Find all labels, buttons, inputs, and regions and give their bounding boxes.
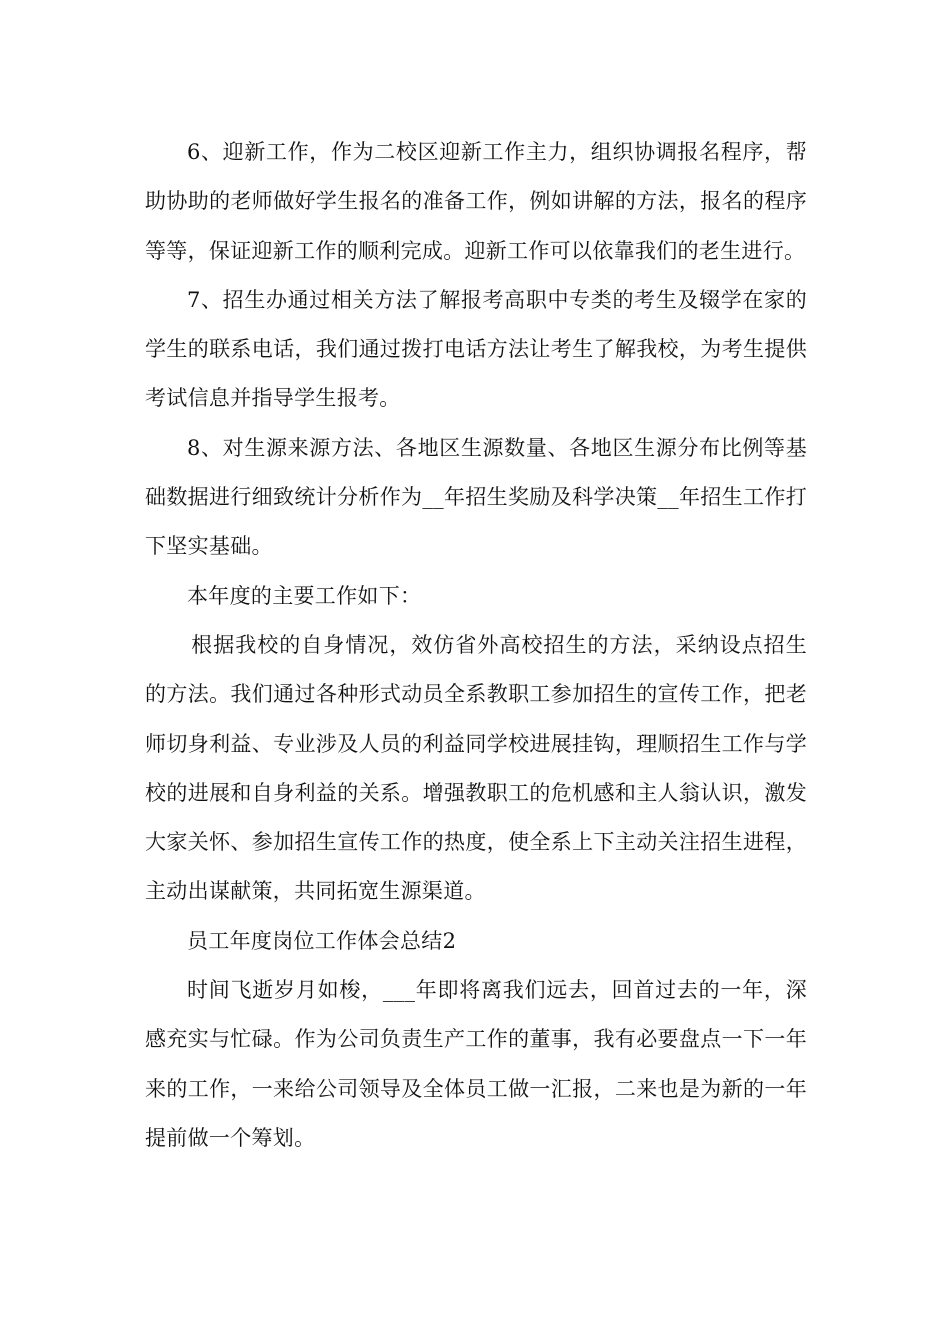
section-title: 员工年度岗位工作体会总结2 bbox=[187, 928, 457, 953]
paragraph-recruitment-method: 根据我校的自身情况，效仿省外高校招生的方法，采纳设点招生的方法。我们通过各种形式动员全系教职工参加招生的宣传工作，把老师切身利益、专业涉及人员的利益同学校进展挂钩，理顺招生工作与学校的进展和自身利益的关系。增强教职工的危机感和主人翁认识，激发大家关怀、参加招生宣传工作的热度，使全系上下主动关注招生进程，主动出谋献策，共同拓宽生源渠道。 bbox=[145, 632, 807, 904]
paragraph-welcome-work: 6、迎新工作，作为二校区迎新工作主力，组织协调报名程序，帮助协助的老师做好学生报名的准备工作，例如讲解的方法，报名的程序等等，保证迎新工作的顺利完成。迎新工作可以依靠我们的老生进行。 bbox=[145, 140, 807, 263]
paragraph-year-review: 时间飞逝岁月如梭，___年即将离我们远去，回首过去的一年，深感充实与忙碌。作为公司负责生产工作的董事，我有必要盘点一下一年来的工作，一来给公司领导及全体员工做一汇报，二来也是为新的一年提前做一个筹划。 bbox=[145, 978, 807, 1150]
paragraph-main-work-heading: 本年度的主要工作如下： bbox=[187, 583, 422, 608]
paragraph-statistics: 8、对生源来源方法、各地区生源数量、各地区生源分布比例等基础数据进行细致统计分析作为__年招生奖励及科学决策__年招生工作打下坚实基础。 bbox=[145, 435, 807, 559]
document-body bbox=[145, 128, 807, 1163]
paragraph-admissions-phone: 7、招生办通过相关方法了解报考高职中专类的考生及辍学在家的学生的联系电话，我们通过拨打电话方法让考生了解我校，为考生提供考试信息并指导学生报考。 bbox=[145, 287, 807, 411]
